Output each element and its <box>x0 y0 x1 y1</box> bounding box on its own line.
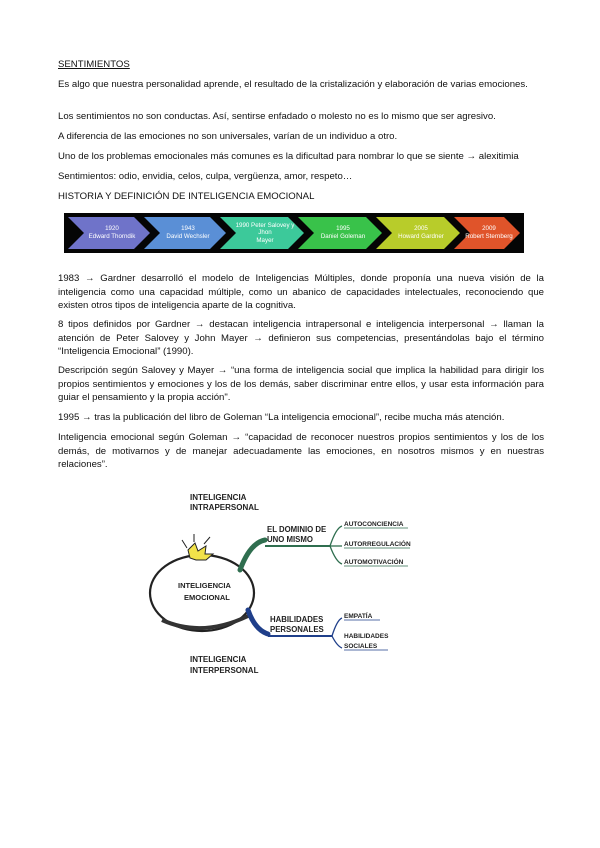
leaf-habilidades-sociales-2: SOCIALES <box>344 643 378 650</box>
branch-top-line <box>240 540 265 570</box>
timeline-step <box>390 217 452 249</box>
leaf-line <box>330 526 342 546</box>
timeline-name: Howard Gardner <box>398 233 444 240</box>
leaf-line <box>330 546 342 564</box>
timeline-year: 2009 <box>482 225 496 233</box>
timeline-name: Daniel Goleman <box>320 233 366 240</box>
leaf-empatia: EMPATÍA <box>344 613 373 620</box>
paragraph: 8 tipos definidos por Gardner → destacan inteligencia intrapersonal e inteligencia interpersonal → llaman la atención de Peter Salovey y John Mayer → definieron sus competencias, presentándolas bajo el término “Inteligencia Emocional” (1990). <box>58 319 544 357</box>
leaf-line <box>332 636 342 648</box>
timeline-year: 1920 <box>105 225 119 233</box>
heading-sentimientos: SENTIMIENTOS <box>58 59 130 70</box>
paragraph: Es algo que nuestra personalidad aprende, el resultado de la cristalización y elaboración de varias emociones. <box>58 79 528 90</box>
timeline-name: Mayer <box>256 236 274 244</box>
center-label-1: INTELIGENCIA <box>178 581 231 590</box>
timeline-year: 2005 <box>414 225 428 233</box>
paragraph: Inteligencia emocional según Goleman → “capacidad de reconocer nuestros propios sentimientos y los de los demás, de motivarnos y de manejar adecuadamente las emociones, en nosotros mismos y en nuestras relaciones”. <box>58 432 544 470</box>
paragraph: 1983 → Gardner desarrolló el modelo de Inteligencias Múltiples, donde proponía una nueva visión de la inteligencia como una capacidad múltiple, como un abanico de capacidades intelectuales, reconociendo que existen otros tipos de inteligencia aparte de la cognitiva. <box>58 273 544 311</box>
paragraph: Descripción según Salovey y Mayer → “una forma de inteligencia social que implica la habilidad para dirigir los propios sentimientos y emociones y los de los demás, saber discriminar entre ellos, y usar esta información para guiar el pensamiento y la propia acción". <box>58 365 544 403</box>
timeline-name: David Wechsler <box>166 233 210 240</box>
leaf-habilidades-sociales-1: HABILIDADES <box>344 633 389 640</box>
timeline-step <box>464 217 514 249</box>
branch-bottom-label-1: HABILIDADES <box>270 615 324 624</box>
leaf-autoconciencia: AUTOCONCIENCIA <box>344 521 404 528</box>
inter-label-1: INTELIGENCIA <box>190 655 247 664</box>
intra-label-1: INTELIGENCIA <box>190 493 247 502</box>
timeline-year: 1995 <box>336 225 350 233</box>
paragraph: Los sentimientos no son conductas. Así, sentirse enfadado o molesto no es lo mismo que ser agresivo. <box>58 111 496 122</box>
inter-label-2: INTERPERSONAL <box>190 666 259 675</box>
leaf-line <box>332 618 342 636</box>
timeline-step <box>158 217 218 249</box>
leaf-autorregulacion: AUTORREGULACIÓN <box>344 541 411 548</box>
timeline-name: Robert Sternberg <box>465 233 513 240</box>
timeline-step <box>312 217 374 249</box>
intra-label-2: INTRAPERSONAL <box>190 503 259 512</box>
timeline-year: 1990 Peter Salovey y Jhon <box>235 221 295 237</box>
mindmap-diagram <box>140 488 440 688</box>
paragraph: A diferencia de las emociones no son universales, varían de un individuo a otro. <box>58 131 398 142</box>
paragraph: Sentimientos: odio, envidia, celos, culpa, vergüenza, amor, respeto… <box>58 171 353 182</box>
branch-top-label-2: UNO MISMO <box>267 535 313 544</box>
timeline-step <box>82 217 142 249</box>
timeline-name: Edward Thorndik <box>88 233 136 240</box>
branch-bottom-label-2: PERSONALES <box>270 625 324 634</box>
spark-icon <box>188 543 213 560</box>
timeline-step <box>232 217 298 249</box>
heading-historia: HISTORIA Y DEFINICIÓN DE INTELIGENCIA EMOCIONAL <box>58 191 315 202</box>
branch-bottom-line <box>248 610 268 634</box>
paragraph: Uno de los problemas emocionales más comunes es la dificultad para nombrar lo que se siente → alexitimia <box>58 151 519 162</box>
paragraph: 1995 → tras la publicación del libro de Goleman “La inteligencia emocional”, recibe mucha más atención. <box>58 412 505 423</box>
timeline <box>64 213 524 253</box>
leaf-automotivacion: AUTOMOTIVACIÓN <box>344 559 404 566</box>
timeline-year: 1943 <box>181 225 195 233</box>
branch-top-label-1: EL DOMINIO DE <box>267 525 327 534</box>
center-label-2: EMOCIONAL <box>184 593 230 602</box>
